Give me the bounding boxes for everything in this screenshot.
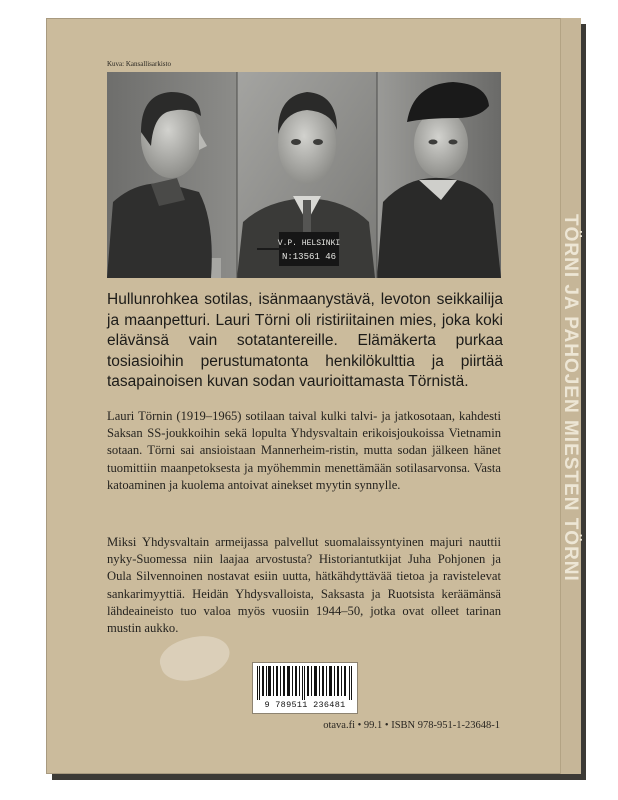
body-paragraph-2: Miksi Yhdysvaltain armeijassa palvellut suomalaissyntyinen majuri nauttii nyky-Suomessa niin laajaa arvostusta? Historiantutkijat Juha Pohjonen ja Oula Silvennoinen nostavat esiin uutta, hätkähdyttävää tietoa ja ravistelevat sankarimyyttiä. Heidän Yhdysvalloista, Saksasta ja Ruotsista keräämänsä lähdeaineisto tuo valoa myös vuosiin 1944–50, jotka ovat olleet tarinan mustin aukko. <box>107 535 501 636</box>
photo-credit: Kuva: Kansallisarkisto <box>107 60 171 68</box>
barcode-bars <box>257 666 353 700</box>
mugshot-image <box>107 72 501 278</box>
body-paragraph-1: Lauri Törnin (1919–1965) sotilaan taival kulki talvi- ja jatkosotaan, kahdesti Saksan SS-joukkoihin sekä lopulta Yhdysvaltain erikoisjoukoissa Vietnamin sotaan. Törni sai ansioistaan Mannerheim-ristin, mutta sodan jälkeen hänet tuomittiin maanpetoksesta ja myöhemmin menettämään sotilasarvonsa. Vasta katoaminen ja kuolema antoivat ainekset myytin synnylle. <box>107 409 501 492</box>
barcode-number: 9 789511 236481 <box>264 700 346 710</box>
publisher-isbn-line: otava.fi • 99.1 • ISBN 978-951-1-23648-1 <box>323 720 500 731</box>
isbn-barcode <box>252 662 358 714</box>
lead-paragraph: Hullunrohkea sotilas, isänmaanystävä, levoton seikkailija ja maanpetturi. Lauri Törni oli ristiriitainen mies, joka koki elävänsä vain sotatantereille. Elämäkerta purkaa tosiasioihin perustumatonta henkilökulttia ja piirtää tasapainoisen kuvan sodan vaurioittamasta Törnistä. <box>107 291 503 390</box>
book-spine <box>560 18 581 774</box>
mugshot-photo-strip <box>107 72 501 278</box>
placard-line-2: N:13561 46 <box>281 252 337 262</box>
spine-title: TÖRNI JA PAHOJEN MIESTEN TÖRNI <box>560 214 581 582</box>
placard-line-1: V.P. HELSINKI <box>277 239 341 248</box>
